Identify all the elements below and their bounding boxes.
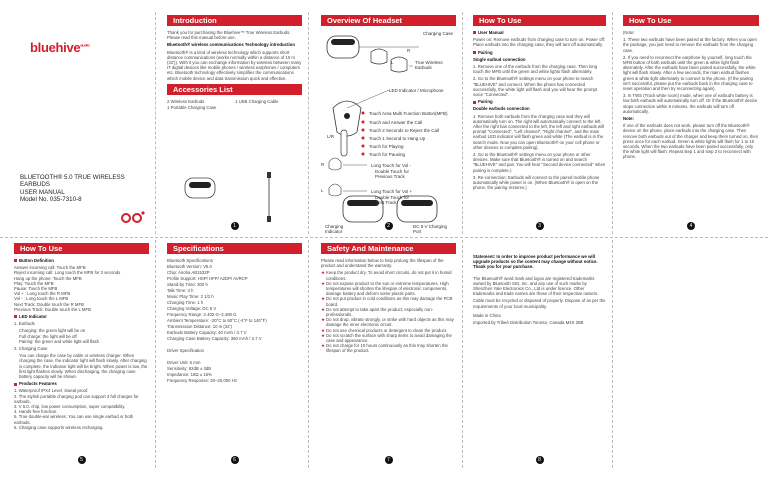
feature-item: 6. Charging case supports wireless recharging. xyxy=(14,424,104,430)
list-item: Previous Track: Double touch the L MFB xyxy=(14,306,91,312)
cover-title-line2: USER MANUAL xyxy=(20,188,65,196)
star-icon: ★ xyxy=(321,280,327,286)
label-hang-up: Touch 1 Second to Hang Up xyxy=(369,136,426,141)
safety-item-text: Keep the product dry. To avoid short circuits, do not put it in humid conditions. xyxy=(326,270,452,281)
list-item: Vol + : Long touch the R MFB xyxy=(14,291,71,297)
spec-item: Bluetooth Version: V5.0 xyxy=(167,264,212,269)
star-icon: ★ xyxy=(321,306,327,312)
label-l-small: L xyxy=(321,188,324,193)
page-number: 4 xyxy=(687,222,695,230)
page-number: 5 xyxy=(78,456,86,464)
feature-item: 2. The stylish portable charging pod can support 3 full charges for earbuds. xyxy=(14,393,139,404)
specs-list xyxy=(161,258,308,384)
fold-divider xyxy=(0,237,768,238)
accessory-earbuds: 2 Wireless Earbuds xyxy=(167,98,205,104)
safety-item-text: Do not expose product to the sun or extreme temperatures. High temperatures will shorten the lifespan of electronic components, damage battery and deform some plastic parts. xyxy=(326,280,449,297)
safety-item-text: Do not put product in cold conditions as this may damage the PCB board. xyxy=(326,296,453,307)
star-icon: ★ xyxy=(321,317,327,323)
list-item: Reject incoming call: Long touch the MFB for 2 seconds xyxy=(14,270,121,276)
list-item: Pause: Touch the MFB xyxy=(14,286,58,292)
howto-header: How To Use xyxy=(14,243,149,254)
spec-item: Frequency Range: 2.402 G–2.480 G xyxy=(167,312,237,317)
intro-paragraph: Thank you for purchasing the Bluehive™ True Wireless Earbuds. Please read this manual before use. xyxy=(167,30,291,41)
label-lr: L/R xyxy=(327,134,335,139)
cover-model-number: Model No. 035-7310-8 xyxy=(20,196,82,204)
brand-mark-icon xyxy=(120,210,146,224)
page-number: 2 xyxy=(385,222,393,230)
trademark-text: The Bluetooth® word mark and logos are registered trademarks owned by Bluetooth SIG, Inc. and any use of such marks by Shenzhen Yale Electronics Co., Ltd is under licence. Other trademarks and trade names are those of their respective owners. xyxy=(473,275,599,297)
list-item: Vol - : Long touch the L MFB xyxy=(14,296,69,302)
page-number: 1 xyxy=(231,222,239,230)
logo-sup: audio xyxy=(80,42,90,48)
section-led-indicator: LED Indicator xyxy=(14,314,149,319)
section-user-manual: User Manual xyxy=(473,30,606,35)
single-step-2: 2. Go to the Bluetooth® settings menu on your phone to search "BLUEHIVE" and connect. When the phone has connected successfully, the white light will flash and you will hear the prompt voice "Connected". xyxy=(473,76,598,98)
label-pausing: Touch for Pausing xyxy=(369,152,406,157)
spec-item: Talk Time: 3 h xyxy=(167,288,194,293)
howto-header: How To Use xyxy=(473,15,606,26)
spec-item: Charging Time: 1 h xyxy=(167,300,204,305)
note-troubleshoot: If one of the earbuds does not work, please turn off the Bluetooth® device on the phone, place earbuds into the charging case. Then remove both earbuds out of the charger and keep them turned on, then press once for each earbud. Green & white lights will flash for 1 to 10 seconds. When the two earbuds have been paired successfully, only the white light will flash. Repeat step 1 and step 2 to reconnect with phone. xyxy=(623,123,759,160)
safety-item xyxy=(321,307,456,317)
safety-item xyxy=(321,270,456,280)
page-number: 3 xyxy=(536,222,544,230)
label-l: L xyxy=(391,60,394,65)
made-in-text: Made in China xyxy=(473,312,501,318)
spec-item: Earbuds Battery Capacity: 40 mAh / 3.7 V xyxy=(167,330,247,335)
legal-panel xyxy=(467,240,613,468)
star-icon: ★ xyxy=(321,270,327,276)
spec-item: Charging Voltage: DC 5 V xyxy=(167,306,217,311)
label-vol-up: Long Touch for Vol + xyxy=(371,189,413,194)
spec-item: Driver Specification xyxy=(167,348,205,353)
safety-intro: Please read information below to help prolong the lifespan of the product and understand the warranty. xyxy=(321,258,444,269)
howto-panel-2 xyxy=(617,12,765,234)
label-playing: Touch for Playing xyxy=(369,144,404,149)
label-vol-down: Long Touch for Vol - xyxy=(371,163,411,168)
section-pairing: Pairing xyxy=(473,50,606,55)
importer-text: Imported by Tribeé Distribution Toronto, Canada M4S 2B8 xyxy=(473,320,584,326)
logo-text: bluehive xyxy=(30,40,81,55)
accessory-cable: 1 USB Charging Cable xyxy=(235,98,279,104)
safety-item-text: Do not scratch the surface with sharp items to avoid damaging the case and appearance. xyxy=(326,332,452,344)
double-earbud-heading: Double earbuds connection xyxy=(473,106,530,112)
section-features: Products Features xyxy=(14,381,149,386)
feature-item: 5. True double-ear wireless. You can use single earbud or both earbuds. xyxy=(14,414,134,425)
specs-header: Specifications xyxy=(167,243,302,254)
page-number: 7 xyxy=(385,456,393,464)
spec-item: Frequency Response: 20–20,000 Hz xyxy=(167,378,237,383)
spec-item: Ambient Temperature: -20°C to 60°C (-4°F to 140°F) xyxy=(167,318,267,323)
safety-item xyxy=(321,281,456,297)
safety-item xyxy=(321,296,456,306)
feature-item: 4. Hands-free function. xyxy=(14,409,58,415)
safety-item xyxy=(321,343,456,353)
intro-subheading: Bluetooth® wireless communications Technology introduction xyxy=(167,42,295,48)
section-pairing-2: Pairing xyxy=(473,99,606,104)
spec-item: Stand-by Time: 300 h xyxy=(167,282,208,287)
cover-title xyxy=(20,174,155,204)
blank-panel xyxy=(617,240,765,468)
label-r-small: R xyxy=(321,162,325,167)
label-reject-call: Touch 2 Seconds to Reject the Call xyxy=(369,128,440,133)
single-step-1: 1. Remove one of the earbuds from the charging case. Then long touch the MFB until the green and white lights flash alternately. xyxy=(473,64,598,75)
label-charging-case: Charging Case xyxy=(423,31,454,36)
safety-item-text: Do not charge for 10 hours continuously as this may shorten the lifespan of the product. xyxy=(326,343,448,354)
safety-item xyxy=(321,317,456,327)
accessories-header: Accessories List xyxy=(167,84,302,95)
led-case-text: You can charge the case by cable or wireless charger. When charging the case, the indicator light will flash slowly. After charging is complete, the indicator light will be bright. When power is low, the first light flashes slowly. When discharging, the charging case battery capacity will be shown. xyxy=(19,353,148,380)
feature-item: 1. Waterproof IPX4 Level, Sweat proof. xyxy=(14,388,89,394)
howto-panel-1 xyxy=(467,12,613,234)
list-item: Next Track: Double touch the R MFB xyxy=(14,301,84,307)
safety-header: Safety And Maintenance xyxy=(321,243,456,254)
spec-item: Sensitivity: 92dB ± 3dB xyxy=(167,366,212,371)
led-case: 2. Charging Case xyxy=(14,346,48,352)
spec-item: Music Play Time: 2 1/2 h xyxy=(167,294,214,299)
specs-panel xyxy=(161,240,309,468)
overview-header: Overview Of Headset xyxy=(321,15,456,26)
double-step-2: 2. Go to the Bluetooth® settings menu on your phone or other devices. Make sure that Bluetooth® is turned on and search "BLUEHIVE" and pair. You will hear "Second device connected" when pairing is complete.) xyxy=(473,152,606,173)
note-step-3: 3. In TWS (Track white room) mode, when one of earbud's battery is low both earbuds will automatically turn off. Or if the Bluetooth® device stops connection within 5 minutes, the earbuds will turn off automatically. xyxy=(623,93,758,114)
spec-item: Driver Unit: 6 mm xyxy=(167,360,201,365)
single-earbud-heading: Single earbud connection xyxy=(473,56,526,62)
page-number: 8 xyxy=(536,456,544,464)
list-item: Answer incoming call: Touch the MFB xyxy=(14,265,86,271)
label-r: R xyxy=(407,48,411,53)
page-number: 6 xyxy=(231,456,239,464)
safety-item xyxy=(321,333,456,343)
spec-item: Bluetooth Specifications xyxy=(167,258,213,263)
accessories-illustration xyxy=(181,172,291,222)
howto-panel-3 xyxy=(8,240,156,468)
led-earbuds-text: Charging: the green light will be on Full charge: the light will be off Pairing: the green and white light will flash xyxy=(19,328,100,344)
intro-header: Introduction xyxy=(167,15,302,26)
cover-title-line1: BLUETOOTH® 5.0 TRUE WIRELESS EARBUDS xyxy=(20,174,125,189)
howto-header: How To Use xyxy=(623,15,759,26)
note-label: (Note: xyxy=(623,30,635,35)
list-item: Play: Touch the MFB xyxy=(14,280,54,286)
spec-item: Transmission Distance: 10 m (32') xyxy=(167,324,232,329)
label-dc-port: DC 5 V Charging Port xyxy=(413,224,448,234)
double-step-1: 1. Remove both earbuds from the charging case and they will automatically turn on. The right will automatically connect to the left. After the right has connected to the left, the left and right earbuds will prompt "Connected", "Left channel", "Right channel", and the main earbud LED indicator will flash green and white (The earbud is in the search mode. Now you can open Bluetooth® on your cell phone or other devices to complete pairing). xyxy=(473,113,604,150)
spec-item: Chip: Airoha AB1532P xyxy=(167,270,210,275)
label-charging-indicator: Charging Indicator xyxy=(325,224,344,234)
brand-logo xyxy=(30,40,90,55)
cover-panel xyxy=(8,12,156,234)
intro-bluetooth-paragraph: Bluetooth® is a kind of wireless technology which supports short distance communications (works normally within a distance of 10 m (32')). With it you can exchange information by wireless between many IT digital devices like mobile phones / wireless earphones / computers etc. Bluetooth technology effectively simplifies the communications which mobile device and data transmission quick and effective. xyxy=(167,49,302,81)
overview-panel xyxy=(315,12,463,234)
label-next-track: Double Touch for Next Track xyxy=(375,195,409,205)
safety-item-text: Do not drop, vibrate strongly, or strike with hard objects as this may damage the inner electronic circuit. xyxy=(326,317,454,328)
label-previous-track: Double Touch for Previous Track xyxy=(375,169,409,179)
safety-item-text: Do not attempt to take apart the product; especially non-professionals. xyxy=(326,306,434,318)
button-definition-list xyxy=(14,265,149,312)
label-mfb: Touch Area Multi Function Button(MFB) xyxy=(369,111,448,116)
section-button-definition: Button Definition xyxy=(14,258,149,263)
spec-item: Profile Support: HSP/ HFP/ A2DP/ AVRCP xyxy=(167,276,248,281)
star-icon: ★ xyxy=(321,343,327,349)
note-label-2: Note: xyxy=(623,116,634,122)
list-item: Hang up the phone: Touch the MFB xyxy=(14,275,82,281)
note-step-1: 1. These two earbuds have been paired at the factory. When you open the package, you just need to remove the earbuds from the charging case. xyxy=(623,37,757,53)
recycling-text: Cable must be recycled or disposed of properly. Dispose of as per the requirements of your local municipality. xyxy=(473,298,606,309)
led-earbuds: 1. Earbuds xyxy=(14,321,35,327)
power-text: Power on: Remove earbuds from charging case to turn on. Power off: Place earbuds into the charging case, they will turn off automatically. xyxy=(473,37,605,48)
statement-text: Statement: In order to improve product performance we will upgrade products so the content may change without notice. Thank you for your purchase. xyxy=(473,254,598,270)
feature-item: 3. V 5.0. chip, low power consumption, super compatibility. xyxy=(14,404,126,410)
star-icon: ★ xyxy=(321,332,327,338)
note-step-2: 2. If you need to reconnect the earphone by yourself, long touch the MFB button of both earbuds until the green & white light flash alternately. After the earbuds have been paired successfully, the white light will flash slowly. After a few seconds, the main earbud flashes green & white light alternately to connect to the phone. (If the pairing isn't successful, please put the earbuds back in the charging case to reset operation and then try reconnecting again). xyxy=(623,54,756,92)
safety-item-text: Do not use chemical products or detergent to clean the product. xyxy=(326,327,448,333)
label-answer-call: Touch and Answer the Call xyxy=(369,120,423,125)
spec-item: Impedance: 16Ω ± 15% xyxy=(167,372,212,377)
accessory-case: 1 Portable Charging Case xyxy=(167,104,217,110)
star-icon: ★ xyxy=(321,327,327,333)
label-true-wireless-earbuds: True Wireless Earbuds xyxy=(415,60,443,70)
safety-panel xyxy=(315,240,463,468)
label-led-indicator: LED Indicator / Microphone xyxy=(389,88,444,93)
spec-item: Charging Case Battery Capacity: 360 mAh / 3.7 V xyxy=(167,336,262,341)
star-icon: ★ xyxy=(321,296,327,302)
double-step-3: 3. Re-connection: Earbuds will connect to the paired mobile phone automatically while power is on. (When Bluetooth® is open on the phone, the pairing restores.) xyxy=(473,174,600,191)
intro-panel xyxy=(161,12,309,234)
